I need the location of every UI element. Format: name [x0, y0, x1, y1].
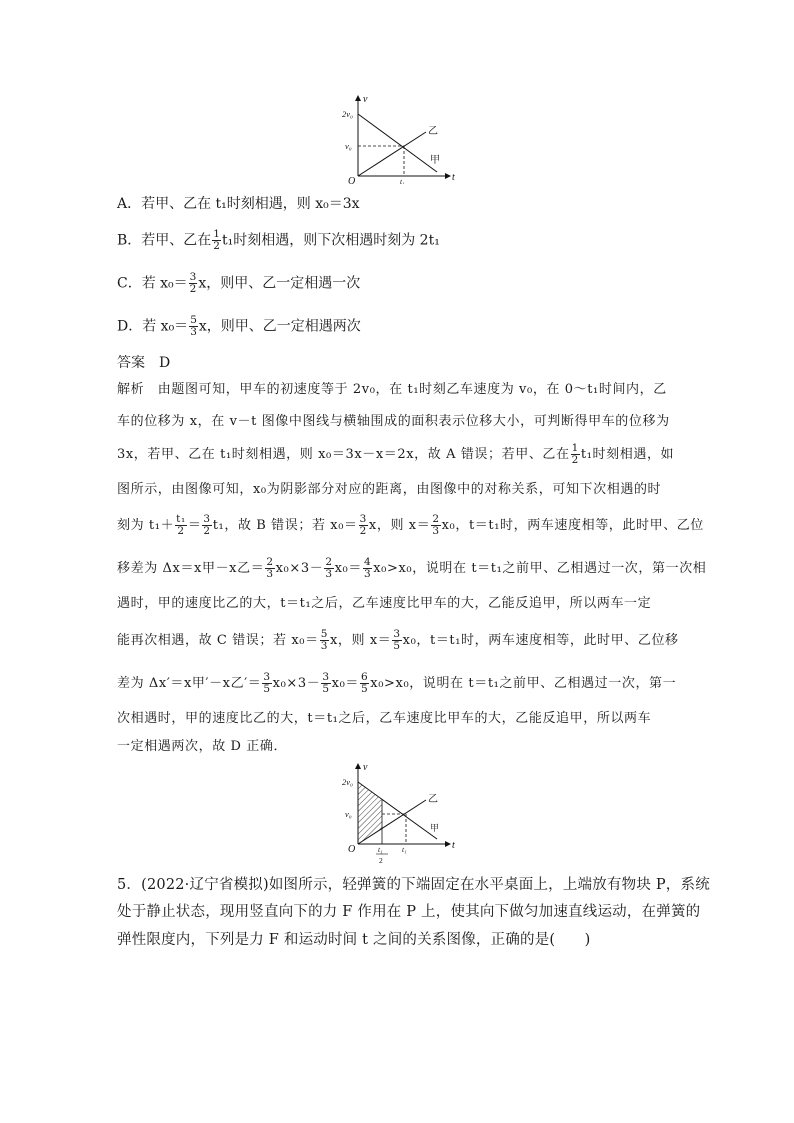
- frac: $\frac{2}{3}$: [432, 513, 440, 537]
- shaded-area: [358, 782, 382, 844]
- label-yi: 乙: [428, 794, 438, 805]
- tick-t1: t₁: [400, 177, 405, 184]
- explanation-line-7: 遇时，甲的速度比乙的大，t＝t₁之后，乙车速度比甲车的大，乙能反追甲，所以两车一定: [117, 596, 652, 611]
- explanation-line-4: 图所示，由图像可知，x₀为阴影部分对应的距离，由图像中的对称关系，可知下次相遇的时: [117, 482, 662, 497]
- explanation-line-3: 3x，若甲、乙在 t₁时刻相遇，则 x₀＝3x－x＝2x，故 A 错误；若甲、乙在 $\frac{1}{2}$ t₁时刻相遇，如: [117, 442, 675, 466]
- frac: $\frac{2}{3}$: [325, 556, 333, 580]
- tick-2v0: 2v₀: [342, 777, 353, 787]
- question5-line-2: 处于静止状态，现用竖直向下的力 F 作用在 P 上，使其向下做匀加速直线运动，在弹簧的: [117, 904, 701, 920]
- tick-half-t1-den: 2: [379, 856, 383, 865]
- t-axis-label: t: [452, 840, 455, 851]
- explanation-line-2: 车的位移为 x，在 v－t 图像中图线与横轴围成的面积表示位移大小，可判断得甲车的位移为: [117, 414, 670, 429]
- explanation-line-5: 刻为 t₁＋ $\frac{\text{t₁}}{2}$ ＝ $\frac{3}{2}$ t₁，故 B 错误；若 x₀＝ $\frac{3}{2}$ x，则 x＝ $\frac{2}{3}$ x₀，t＝t₁时，两车速度相等，此时甲、乙位: [117, 513, 705, 537]
- explanation-line-6: 移差为 Δx＝x甲－x乙＝ $\frac{2}{3}$ x₀×3－ $\frac{2}{3}$ x₀＝ $\frac{4}{3}$ x₀>x₀，说明在 t＝t₁之前甲、乙相遇过一次，第一次相: [117, 556, 707, 580]
- origin-label: O: [348, 844, 356, 855]
- vt-graph-2: [330, 760, 460, 866]
- tick-v0: v₀: [345, 141, 352, 151]
- explanation-line-1: 解析 由题图可知，甲车的初速度等于 2v₀，在 t₁时刻乙车速度为 v₀，在 0～t₁时间内，乙: [117, 382, 667, 397]
- tick-t1: t₁: [402, 845, 407, 854]
- tick-2v0: 2v₀: [342, 109, 353, 119]
- question5-line-3: 弹性限度内，下列是力 F 和运动时间 t 之间的关系图像，正确的是( ): [117, 932, 591, 948]
- frac: $\frac{3}{5}$: [322, 671, 330, 695]
- frac: $\frac{\text{t₁}}{2}$: [176, 513, 186, 537]
- answer: 答案 D: [117, 355, 171, 371]
- frac: $\frac{3}{5}$: [393, 628, 401, 652]
- option-b: B．若甲、乙在 $\frac{1}{2}$ t₁时刻相遇，则下次相遇时刻为 2t₁: [117, 228, 440, 252]
- frac: $\frac{6}{5}$: [361, 671, 369, 695]
- line-jia: [358, 114, 437, 172]
- v-axis-label: v: [363, 94, 368, 105]
- explanation-line-9: 差为 Δx′＝x甲′－x乙′＝ $\frac{3}{5}$ x₀×3－ $\frac{3}{5}$ x₀＝ $\frac{6}{5}$ x₀>x₀，说明在 t＝t₁之前甲、乙相遇过一次，第一: [117, 671, 677, 695]
- vt-graph-1-svg: [330, 92, 460, 184]
- frac: $\frac{3}{5}$: [263, 671, 271, 695]
- label-yi: 乙: [428, 126, 438, 137]
- explanation-line-10: 次相遇时，甲的速度比乙的大，t＝t₁之后，乙车速度比甲车的大，乙能反追甲，所以两车: [117, 711, 652, 726]
- explanation-line-11: 一定相遇两次，故 D 正确．: [117, 739, 288, 754]
- origin-label: O: [348, 176, 356, 184]
- v-axis-label: v: [363, 762, 368, 773]
- label-jia: 甲: [430, 155, 440, 166]
- frac: $\frac{5}{3}$: [320, 628, 328, 652]
- frac: $\frac{3}{2}$: [359, 513, 367, 537]
- frac: $\frac{2}{3}$: [266, 556, 274, 580]
- tick-half-t1-num: t₁: [378, 845, 383, 854]
- frac: $\frac{4}{3}$: [363, 556, 372, 580]
- frac: $\frac{3}{2}$: [189, 271, 197, 295]
- vt-graph-2-svg: [330, 760, 460, 866]
- question5-line-1: 5．(2022·辽宁省模拟)如图所示，轻弹簧的下端固定在水平桌面上，上端放有物块 P，系统: [117, 877, 710, 893]
- tick-v0: v₀: [345, 809, 352, 819]
- option-d: D．若 x₀＝ $\frac{5}{3}$ x，则甲、乙一定相遇两次: [117, 314, 361, 338]
- frac: $\frac{3}{2}$: [203, 513, 211, 537]
- option-c: C．若 x₀＝ $\frac{3}{2}$ x，则甲、乙一定相遇一次: [117, 271, 361, 295]
- explanation-line-8: 能再次相遇，故 C 错误；若 x₀＝ $\frac{5}{3}$ x，则 x＝ $\frac{3}{5}$ x₀，t＝t₁时，两车速度相等，此时甲、乙位移: [117, 628, 679, 652]
- t-axis-label: t: [452, 172, 455, 183]
- frac: $\frac{1}{2}$: [571, 442, 579, 466]
- frac: $\frac{5}{3}$: [190, 314, 197, 338]
- label-jia: 甲: [430, 823, 440, 833]
- vt-graph-1: [330, 92, 460, 184]
- option-a: A．若甲、乙在 t₁时刻相遇，则 x₀＝3x: [117, 196, 360, 212]
- frac: $\frac{1}{2}$: [213, 228, 220, 252]
